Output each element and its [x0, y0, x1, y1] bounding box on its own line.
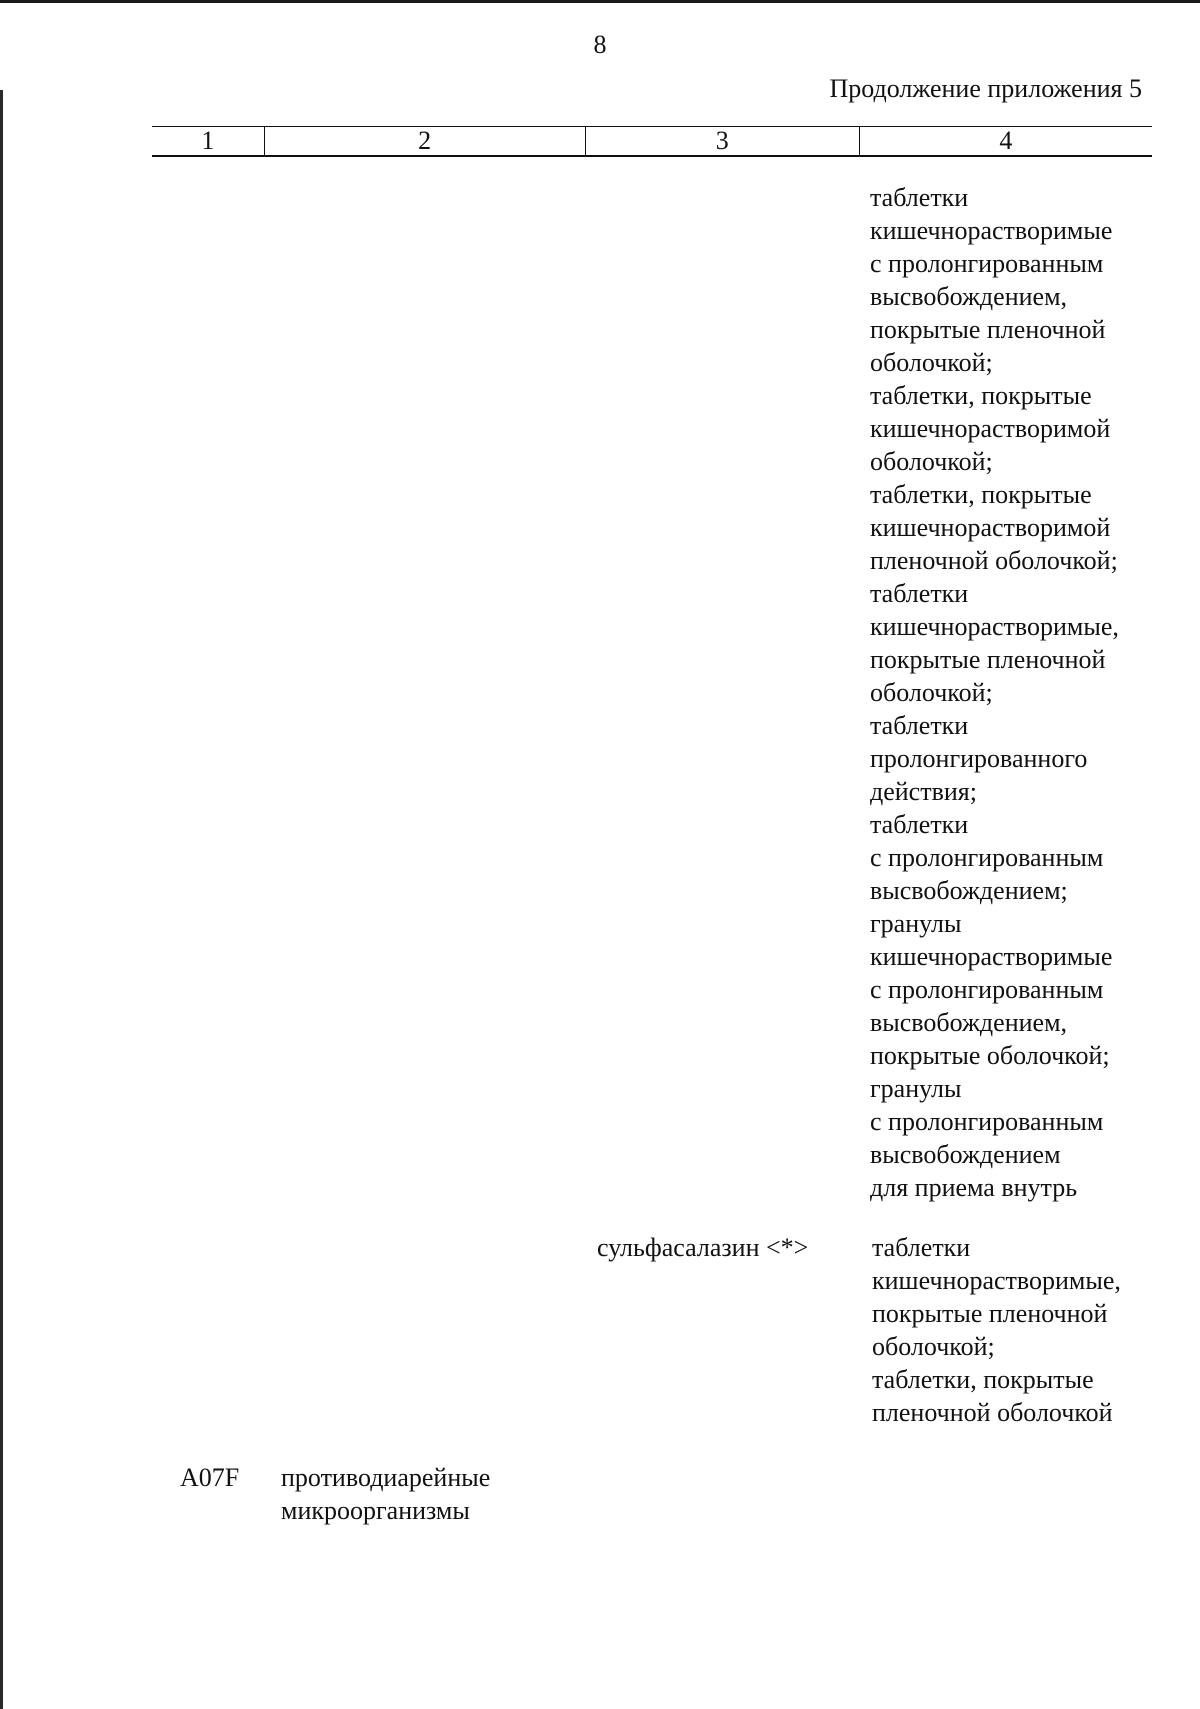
- appendix-continuation-label: Продолжение приложения 5: [829, 74, 1142, 103]
- scan-left-edge: [0, 90, 3, 1709]
- column-header-1: 1: [152, 127, 264, 157]
- column-header-4: 4: [859, 127, 1152, 157]
- dosage-forms-cell: таблетки кишечнорастворимые с пролонгированным высвобождением, покрытые пленочной оболочкой; таблетки, покрытые кишечнорастворимой оболочкой; таблетки, покрытые кишечнорастворимой пленочной оболочкой; таблетки кишечнорастворимые, покрытые пленочной оболочкой; таблетки пролонгированного действия; таблетки с пролонгированным высвобождением; гранулы кишечнорастворимые с пролонгированным высвобождением, покрытые оболочкой; гранулы с пролонгированным высвобождением для приема внутрь: [870, 183, 1119, 1202]
- drug-name-cell: сульфасалазин <*>: [597, 1233, 809, 1262]
- atc-group-name-cell: противодиарейные микроорганизмы: [281, 1463, 491, 1525]
- dosage-forms-cell: таблетки кишечнорастворимые, покрытые пленочной оболочкой; таблетки, покрытые пленочной оболочкой: [872, 1233, 1121, 1427]
- column-header-2: 2: [264, 127, 585, 157]
- atc-code-cell: A07F: [180, 1463, 240, 1492]
- table-column-header: [152, 126, 1152, 157]
- table-header-row: [152, 127, 1152, 157]
- scan-top-edge: [0, 0, 1200, 3]
- page-number: 8: [593, 30, 607, 59]
- column-header-3: 3: [585, 127, 859, 157]
